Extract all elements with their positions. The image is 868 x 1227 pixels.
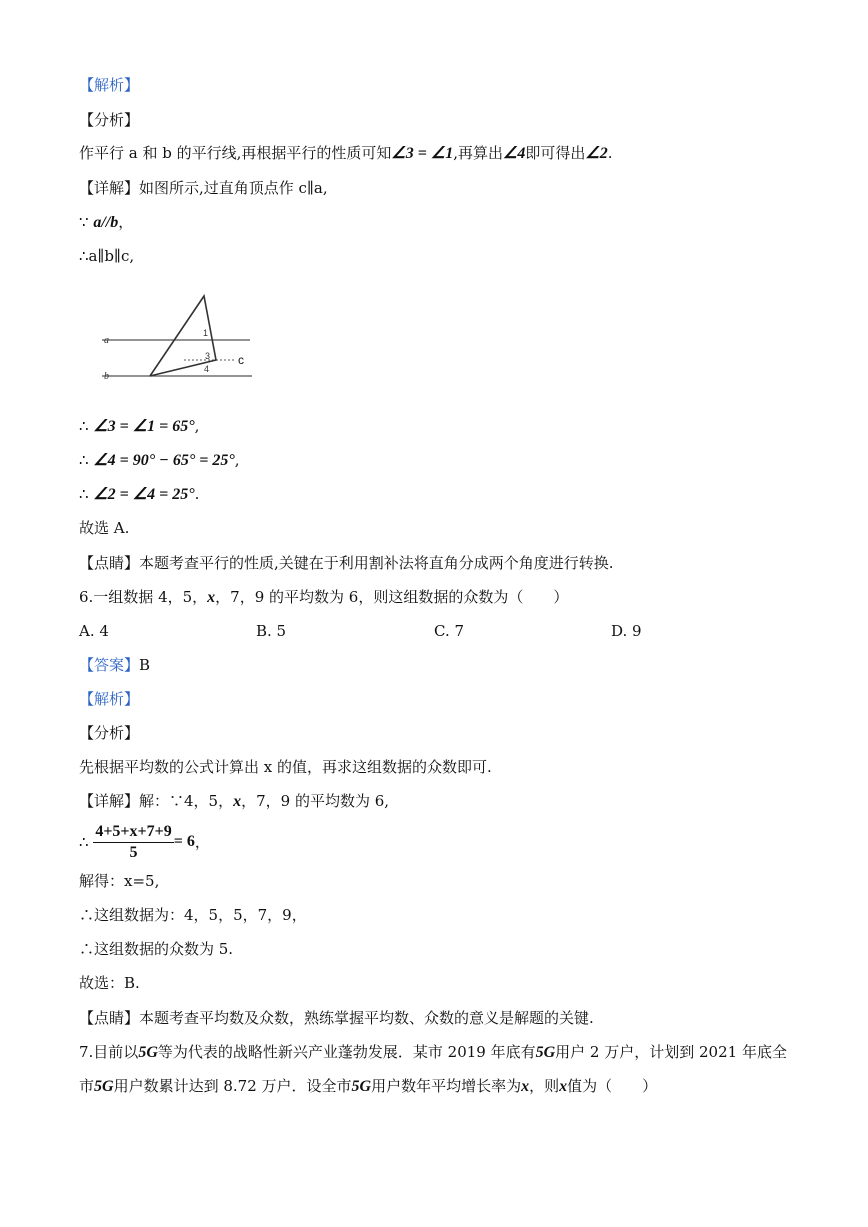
math-5g: 5G [535,1044,556,1061]
q6-fraction-line [79,818,808,864]
q7-line1 [79,1042,808,1063]
math-angle-eq: ∠3 = ∠1 [391,145,454,162]
therefore-parallel-line [79,246,808,266]
xiangjie-tag: 【详解】 [79,179,140,197]
jiexi-tag: 【解析】 [79,76,140,94]
q6-fenxi [79,723,808,743]
fraction-rhs: = 6 [173,833,195,850]
q6-stem-part: 6.一组数据 4，5， [79,588,208,606]
math-step2: ∠4 = 90° − 65° = 25° [93,452,235,469]
therefore-symbol: ∴ [79,485,94,503]
geometry-figure [100,290,260,385]
fenxi-text [79,143,808,164]
fenxi-text-part: 即可得出 [525,144,586,162]
q7-text: 等为代表的战略性新兴产业蓬勃发展．某市 2019 年底有 [157,1043,536,1061]
q6-data-line [79,905,808,925]
fenxi-tag: 【分析】 [79,111,140,129]
punct: ， [118,213,134,231]
punct: , [234,451,240,469]
fenxi-heading [79,110,808,130]
q6-fenxi-text [79,757,808,777]
xiangjie-tag: 【详解】 [79,792,140,810]
q6-jiexi [79,689,808,709]
q6-dianjing [79,1008,808,1028]
q7-text: 用户数年平均增长率为 [371,1077,522,1095]
daan-value: B [139,656,151,674]
dianjing-line [79,553,808,573]
q6-answer [79,655,808,675]
math-x: x [559,1078,568,1095]
fenxi-tag: 【分析】 [79,724,140,742]
because-line [79,212,808,233]
solve-result: 解得：x=5, [79,872,160,890]
therefore-symbol: ∴ [79,833,94,851]
q6-options [79,621,808,641]
dianjing-tag: 【点睛】 [79,1009,140,1027]
fraction-numerator: 4+5+x+7+9 [93,823,173,843]
step3-line [79,484,808,505]
label-b: b [104,371,109,382]
label-3: 3 [205,351,211,361]
step2-line [79,450,808,471]
q7-line2 [79,1076,808,1097]
fenxi-text-part: 作平行 a 和 b 的平行线,再根据平行的性质可知 [79,144,392,162]
math-step1: ∠3 = ∠1 = 65° [93,418,195,435]
dianjing-tag: 【点睛】 [79,554,140,572]
q6-xiangjie [79,791,808,812]
math-x: x [233,793,242,810]
label-a: a [104,335,109,346]
analysis-heading [79,75,808,95]
math-a-parallel-b: a//b [93,214,119,231]
q7-text: 用户 2 万户，计划到 2021 年底全 [555,1043,787,1061]
option-b[interactable]: B. 5 [256,622,287,640]
fenxi-text-part: . [607,144,613,162]
answer-choice: 故选 A. [79,519,130,537]
punct: , [194,417,200,435]
punct: ， [194,833,210,851]
therefore-parallel: ∴a∥b∥c, [79,247,135,265]
label-4: 4 [204,364,210,374]
xiangjie-part: ，7，9 的平均数为 6, [241,792,390,810]
dianjing-text: 本题考查平行的性质,关键在于利用割补法将直角分成两个角度进行转换. [139,554,614,572]
q7-text: 市 [79,1077,95,1095]
daan-tag: 【答案】 [79,656,140,674]
xiangjie-text: 如图所示,过直角顶点作 c∥a, [139,179,328,197]
step1-line [79,416,808,437]
math-5g: 5G [138,1044,158,1061]
q6-stem-part: ，7，9 的平均数为 6，则这组数据的众数为（ ） [215,588,569,606]
math-x: x [521,1078,530,1095]
math-5g: 5G [94,1078,114,1095]
math-x: x [207,589,216,606]
math-step3: ∠2 = ∠4 = 25° [93,486,195,503]
therefore-symbol: ∴ [79,451,94,469]
label-1: 1 [203,328,209,338]
math-angle-2: ∠2 [585,145,608,162]
math-angle-4: ∠4 [502,145,526,162]
because-symbol: ∵ [79,213,94,231]
xiangjie-part: 解：∵4，5， [139,792,234,810]
dianjing-text: 本题考查平均数及众数，熟练掌握平均数、众数的意义是解题的关键. [139,1009,594,1027]
q7-text: 值为（ ） [567,1077,658,1095]
mode-result: ∴这组数据的众数为 5. [79,940,234,958]
xiangjie-line [79,178,808,198]
q6-mode-line [79,939,808,959]
q7-text: 用户数累计达到 8.72 万户．设全市 [113,1077,352,1095]
fenxi-text: 先根据平均数的公式计算出 x 的值，再求这组数据的众数即可. [79,758,492,776]
fraction-denominator: 5 [129,843,138,861]
fenxi-text-part: ,再算出 [453,144,503,162]
label-c: c [238,353,244,367]
q6-guxuan [79,973,808,993]
option-d[interactable]: D. 9 [611,622,642,640]
punct: . [194,485,200,503]
q6-jiede [79,871,808,891]
option-c[interactable]: C. 7 [434,622,465,640]
mean-fraction [93,823,173,862]
therefore-symbol: ∴ [79,417,94,435]
jiexi-tag: 【解析】 [79,690,140,708]
data-list: ∴这组数据为：4，5，5，7，9， [79,906,307,924]
math-5g: 5G [351,1078,372,1095]
guxuan-line [79,518,808,538]
q7-text: ，则 [529,1077,560,1095]
q7-text: 7.目前以 [79,1043,139,1061]
answer-choice: 故选：B. [79,974,140,992]
q6-stem [79,587,808,608]
option-a[interactable]: A. 4 [79,622,109,640]
